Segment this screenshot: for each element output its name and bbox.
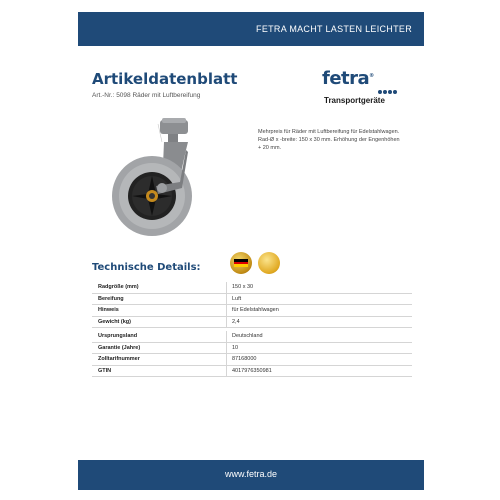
- table-row: Garantie (Jahre) 10: [92, 343, 412, 355]
- spec-table: [92, 282, 412, 377]
- table-row: Bereifung Luft: [92, 294, 412, 306]
- product-description: Mehrpreis für Räder mit Luftbereifung für Edelstahlwagen. Rad-Ø x -breite: 150 x 30 mm. Erhöhung der Engenhöhen + 20 mm.: [258, 129, 400, 151]
- table-row: Radgröße (mm) 150 x 30: [92, 282, 412, 294]
- article-number: Art.-Nr.: 5098 Räder mit Luftbereifung: [92, 92, 201, 99]
- header-slogan: FETRA MACHT LASTEN LEICHTER: [256, 24, 412, 34]
- quality-badges: [230, 252, 290, 276]
- table-row: Zolltarifnummer 87168000: [92, 354, 412, 366]
- made-in-germany-badge-icon: [230, 252, 252, 274]
- guarantee-badge-icon: [258, 252, 280, 274]
- logo-tagline: Transportgeräte: [324, 96, 385, 105]
- table-row: Gewicht (kg) 2,4: [92, 317, 412, 329]
- table-row: GTIN 4017976350981: [92, 366, 412, 378]
- logo-wordmark: fetra®: [322, 68, 374, 89]
- page-title: Artikeldatenblatt: [92, 70, 238, 88]
- footer-bar: [78, 460, 424, 490]
- footer-url-link[interactable]: www.fetra.de: [224, 469, 278, 479]
- datasheet-page: [78, 12, 424, 490]
- caster-wheel-image: [102, 116, 218, 240]
- fetra-logo: [322, 68, 412, 112]
- table-row: Ursprungsland Deutschland: [92, 331, 412, 343]
- header-bar: [78, 12, 424, 46]
- table-row: Hinweis für Edelstahlwagen: [92, 305, 412, 317]
- technical-details-heading: Technische Details:: [92, 262, 201, 273]
